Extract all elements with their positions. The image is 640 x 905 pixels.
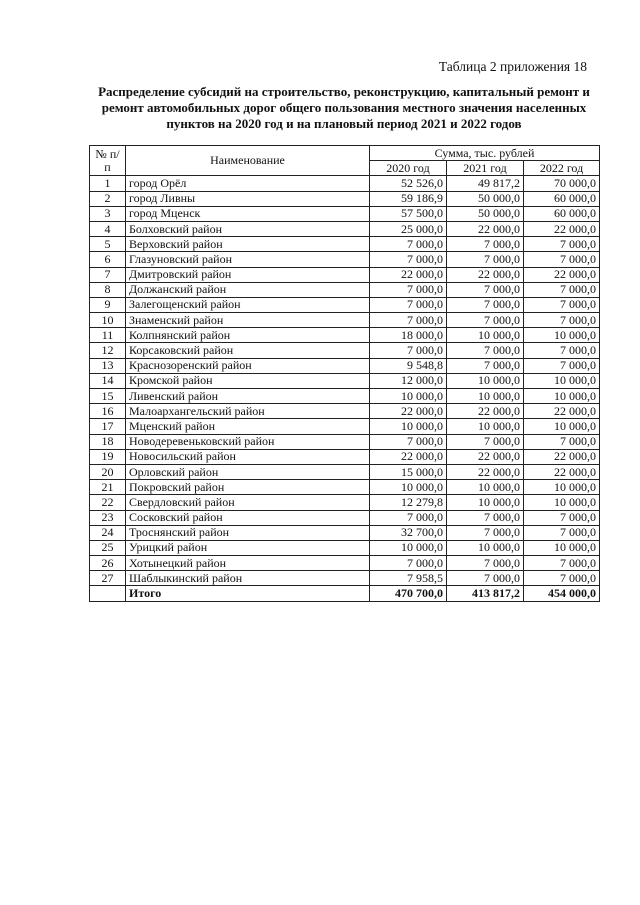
value-2020: 15 000,0 (370, 464, 447, 479)
table-row (90, 449, 600, 464)
value-2020: 470 700,0 (370, 586, 447, 601)
header-year-2022: 2022 год (524, 161, 600, 176)
value-2021: 7 000,0 (447, 343, 524, 358)
value-2022: 22 000,0 (524, 449, 600, 464)
table-row (90, 571, 600, 586)
value-2022: 60 000,0 (524, 206, 600, 221)
value-2021: 10 000,0 (447, 495, 524, 510)
value-2021: 50 000,0 (447, 191, 524, 206)
value-2020: 12 000,0 (370, 373, 447, 388)
value-2021: 22 000,0 (447, 449, 524, 464)
value-2021: 49 817,2 (447, 176, 524, 191)
row-number: 3 (90, 206, 126, 221)
row-number: 1 (90, 176, 126, 191)
row-name: Новосильский район (126, 449, 370, 464)
value-2022: 22 000,0 (524, 464, 600, 479)
row-number: 24 (90, 525, 126, 540)
row-number: 10 (90, 313, 126, 328)
header-name: Наименование (126, 146, 370, 176)
table-row (90, 282, 600, 297)
row-number: 18 (90, 434, 126, 449)
value-2022: 7 000,0 (524, 571, 600, 586)
row-name: Орловский район (126, 464, 370, 479)
row-number: 25 (90, 540, 126, 555)
row-name: Сосковский район (126, 510, 370, 525)
table-row (90, 343, 600, 358)
table-row (90, 206, 600, 221)
value-2020: 10 000,0 (370, 389, 447, 404)
table-row (90, 510, 600, 525)
value-2020: 7 000,0 (370, 434, 447, 449)
value-2020: 52 526,0 (370, 176, 447, 191)
value-2022: 7 000,0 (524, 343, 600, 358)
value-2021: 7 000,0 (447, 237, 524, 252)
value-2021: 22 000,0 (447, 404, 524, 419)
appendix-label: Таблица 2 приложения 18 (438, 59, 587, 74)
value-2021: 22 000,0 (447, 221, 524, 236)
row-name: Корсаковский район (126, 343, 370, 358)
value-2020: 18 000,0 (370, 328, 447, 343)
value-2022: 7 000,0 (524, 358, 600, 373)
row-number: 5 (90, 237, 126, 252)
row-name: Итого (126, 586, 370, 601)
table-row (90, 358, 600, 373)
value-2022: 10 000,0 (524, 328, 600, 343)
subsidy-table (89, 145, 600, 602)
header-num: № п/п (90, 146, 126, 176)
table-row (90, 480, 600, 495)
row-number: 17 (90, 419, 126, 434)
row-number: 2 (90, 191, 126, 206)
value-2022: 10 000,0 (524, 480, 600, 495)
table-row (90, 267, 600, 282)
value-2022: 10 000,0 (524, 389, 600, 404)
row-number: 19 (90, 449, 126, 464)
value-2022: 60 000,0 (524, 191, 600, 206)
value-2020: 25 000,0 (370, 221, 447, 236)
value-2020: 59 186,9 (370, 191, 447, 206)
row-number: 11 (90, 328, 126, 343)
row-number: 6 (90, 252, 126, 267)
value-2022: 10 000,0 (524, 540, 600, 555)
table-row (90, 237, 600, 252)
row-number: 27 (90, 571, 126, 586)
value-2021: 7 000,0 (447, 313, 524, 328)
value-2022: 7 000,0 (524, 556, 600, 571)
row-number: 14 (90, 373, 126, 388)
row-name: город Ливны (126, 191, 370, 206)
value-2022: 7 000,0 (524, 313, 600, 328)
value-2021: 7 000,0 (447, 252, 524, 267)
row-number: 26 (90, 556, 126, 571)
value-2022: 22 000,0 (524, 221, 600, 236)
row-name: Малоархангельский район (126, 404, 370, 419)
table-row (90, 328, 600, 343)
row-number: 21 (90, 480, 126, 495)
row-number: 7 (90, 267, 126, 282)
row-number: 22 (90, 495, 126, 510)
value-2021: 22 000,0 (447, 464, 524, 479)
value-2021: 10 000,0 (447, 389, 524, 404)
value-2022: 7 000,0 (524, 252, 600, 267)
row-number: 16 (90, 404, 126, 419)
row-name: город Орёл (126, 176, 370, 191)
value-2021: 50 000,0 (447, 206, 524, 221)
row-name: Свердловский район (126, 495, 370, 510)
table-row (90, 540, 600, 555)
value-2021: 10 000,0 (447, 419, 524, 434)
row-name: Глазуновский район (126, 252, 370, 267)
table-row (90, 221, 600, 236)
table-row (90, 389, 600, 404)
value-2020: 7 000,0 (370, 297, 447, 312)
row-name: Болховский район (126, 221, 370, 236)
row-name: Покровский район (126, 480, 370, 495)
row-number: 8 (90, 282, 126, 297)
table-row (90, 495, 600, 510)
row-name: Новодеревеньковский район (126, 434, 370, 449)
row-name: Колпнянский район (126, 328, 370, 343)
table-row (90, 373, 600, 388)
value-2021: 22 000,0 (447, 267, 524, 282)
row-name: Краснозоренский район (126, 358, 370, 373)
value-2021: 7 000,0 (447, 525, 524, 540)
table-row (90, 556, 600, 571)
value-2022: 454 000,0 (524, 586, 600, 601)
value-2021: 10 000,0 (447, 373, 524, 388)
value-2021: 413 817,2 (447, 586, 524, 601)
value-2022: 10 000,0 (524, 495, 600, 510)
value-2022: 22 000,0 (524, 267, 600, 282)
row-name: Дмитровский район (126, 267, 370, 282)
value-2020: 7 000,0 (370, 252, 447, 267)
value-2022: 7 000,0 (524, 237, 600, 252)
total-row (90, 586, 600, 601)
value-2020: 7 000,0 (370, 556, 447, 571)
value-2022: 7 000,0 (524, 297, 600, 312)
value-2020: 32 700,0 (370, 525, 447, 540)
row-name: Шаблыкинский район (126, 571, 370, 586)
value-2020: 22 000,0 (370, 267, 447, 282)
row-name: город Мценск (126, 206, 370, 221)
row-number: 15 (90, 389, 126, 404)
value-2022: 70 000,0 (524, 176, 600, 191)
value-2020: 57 500,0 (370, 206, 447, 221)
table-row (90, 252, 600, 267)
value-2022: 10 000,0 (524, 373, 600, 388)
value-2020: 7 000,0 (370, 237, 447, 252)
table-row (90, 464, 600, 479)
value-2022: 10 000,0 (524, 419, 600, 434)
table-row (90, 313, 600, 328)
value-2022: 7 000,0 (524, 525, 600, 540)
value-2021: 10 000,0 (447, 328, 524, 343)
value-2021: 7 000,0 (447, 556, 524, 571)
row-name: Верховский район (126, 237, 370, 252)
row-number: 23 (90, 510, 126, 525)
value-2020: 7 000,0 (370, 282, 447, 297)
row-name: Троснянский район (126, 525, 370, 540)
header-year-2021: 2021 год (447, 161, 524, 176)
value-2022: 22 000,0 (524, 404, 600, 419)
value-2020: 7 000,0 (370, 510, 447, 525)
table-row (90, 525, 600, 540)
table-row (90, 419, 600, 434)
value-2021: 7 000,0 (447, 282, 524, 297)
value-2020: 10 000,0 (370, 480, 447, 495)
row-number: 4 (90, 221, 126, 236)
table-row (90, 176, 600, 191)
row-number: 9 (90, 297, 126, 312)
value-2022: 7 000,0 (524, 434, 600, 449)
table-row (90, 434, 600, 449)
value-2021: 10 000,0 (447, 480, 524, 495)
table-row (90, 297, 600, 312)
value-2021: 7 000,0 (447, 297, 524, 312)
value-2020: 9 548,8 (370, 358, 447, 373)
value-2021: 7 000,0 (447, 358, 524, 373)
value-2020: 7 000,0 (370, 343, 447, 358)
value-2021: 10 000,0 (447, 540, 524, 555)
row-name: Ливенский район (126, 389, 370, 404)
value-2020: 7 000,0 (370, 313, 447, 328)
value-2022: 7 000,0 (524, 510, 600, 525)
table-row (90, 404, 600, 419)
value-2020: 22 000,0 (370, 404, 447, 419)
row-name: Должанский район (126, 282, 370, 297)
row-name: Мценский район (126, 419, 370, 434)
row-name: Знаменский район (126, 313, 370, 328)
value-2020: 22 000,0 (370, 449, 447, 464)
value-2021: 7 000,0 (447, 434, 524, 449)
row-name: Залегощенский район (126, 297, 370, 312)
row-number: 13 (90, 358, 126, 373)
row-name: Хотынецкий район (126, 556, 370, 571)
row-number: 12 (90, 343, 126, 358)
value-2020: 10 000,0 (370, 540, 447, 555)
document-title: Распределение субсидий на строительство, реконструкцию, капитальный ремонт и ремонт автомобильных дорог общего пользования местного значения населенных пунктов на 2020 год и на плановый период 2021 и 2022 годов (98, 84, 590, 131)
header-sum: Сумма, тыс. рублей (370, 146, 600, 161)
row-number: 20 (90, 464, 126, 479)
header-year-2020: 2020 год (370, 161, 447, 176)
value-2021: 7 000,0 (447, 510, 524, 525)
value-2020: 10 000,0 (370, 419, 447, 434)
row-name: Урицкий район (126, 540, 370, 555)
table-row (90, 191, 600, 206)
value-2020: 7 958,5 (370, 571, 447, 586)
row-number (90, 586, 126, 601)
value-2022: 7 000,0 (524, 282, 600, 297)
row-name: Кромской район (126, 373, 370, 388)
value-2021: 7 000,0 (447, 571, 524, 586)
value-2020: 12 279,8 (370, 495, 447, 510)
